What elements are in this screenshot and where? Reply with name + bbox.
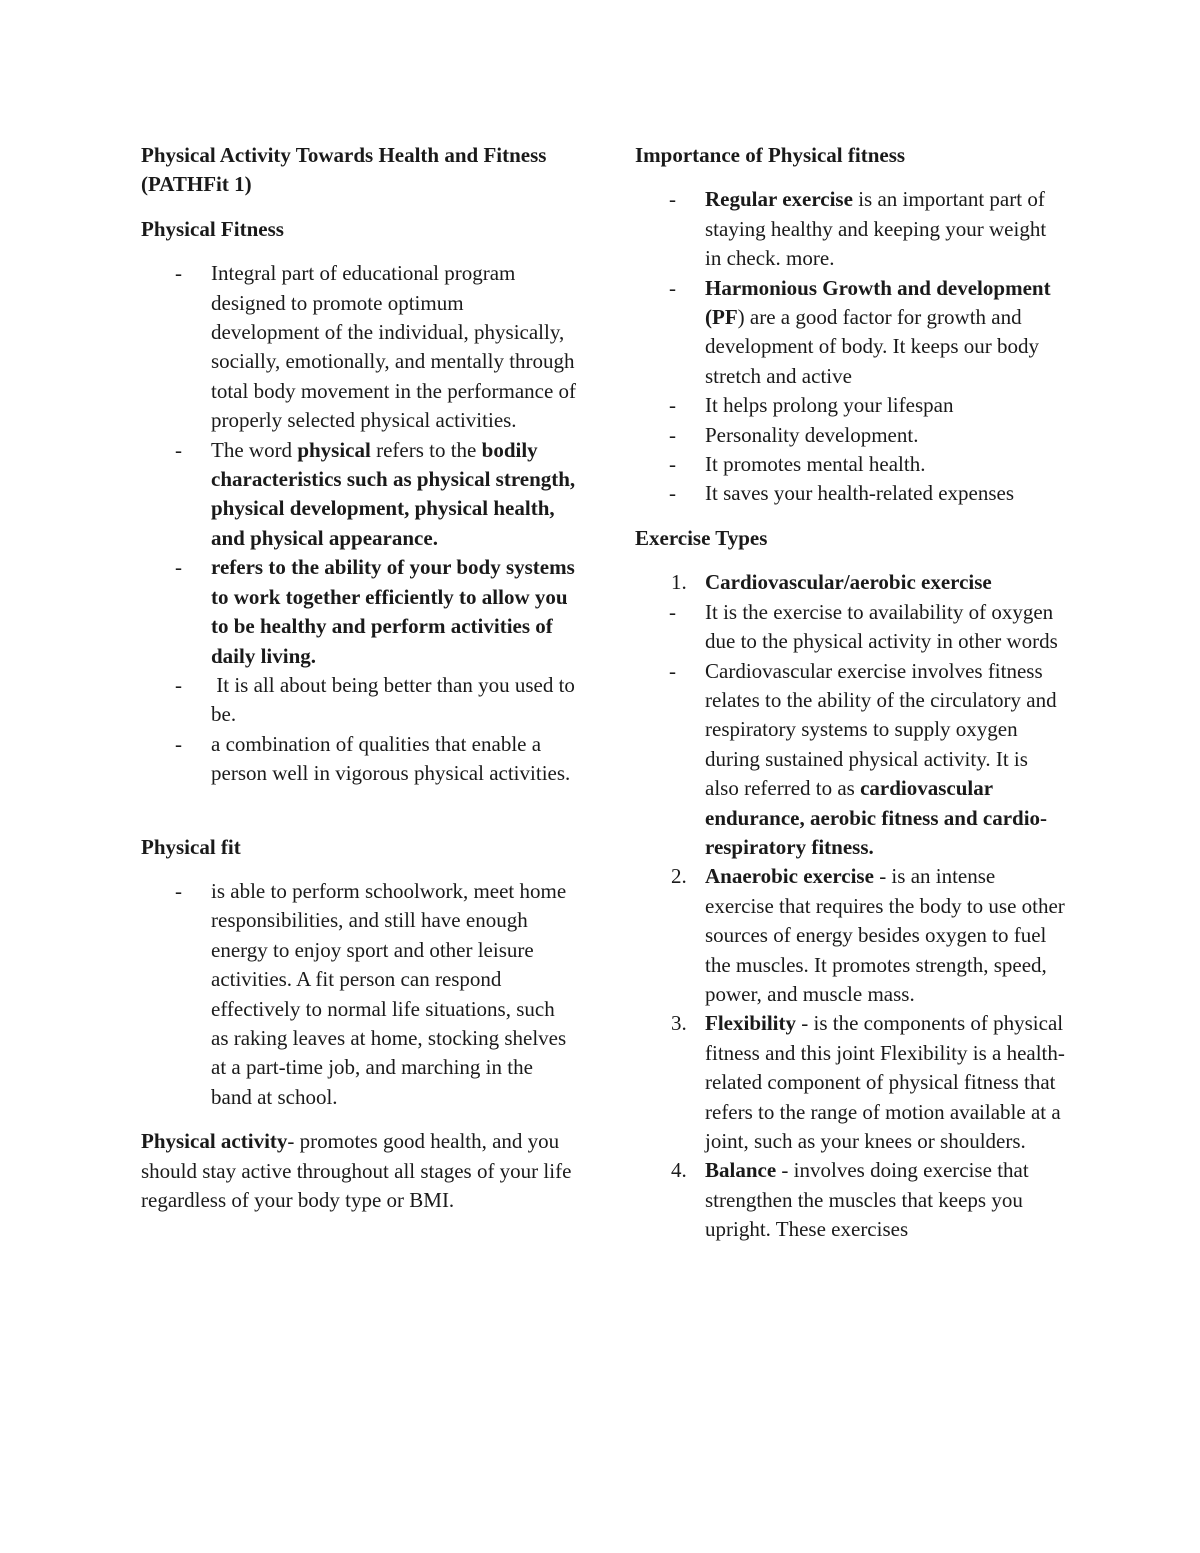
number-marker: 1. (671, 570, 687, 595)
bullet-marker: - (669, 422, 676, 447)
list-item (635, 274, 1065, 392)
exercise-types-heading: Exercise Types (635, 525, 768, 550)
bullet-marker: - (669, 481, 676, 506)
list-item (141, 671, 581, 730)
list-item-text: It saves your health-related expenses (705, 481, 1015, 506)
bold-term: Balance (705, 1158, 777, 1183)
bold-term: Physical activity (141, 1129, 288, 1154)
list-item (635, 421, 1065, 450)
numbered-item (635, 568, 1065, 597)
list-item-text: It is all about being better than you used to be. (211, 672, 581, 727)
list-item-text: Personality development. (705, 422, 919, 447)
list-item-text: It promotes mental health. (705, 452, 926, 477)
list-item (141, 877, 577, 1112)
bullet-marker: - (175, 731, 182, 756)
bullet-marker: - (175, 437, 182, 462)
bold-term: Flexibility (705, 1011, 796, 1036)
bold-term: Regular exercise (705, 187, 853, 212)
list-item (141, 730, 577, 789)
bullet-marker: - (669, 393, 676, 418)
document-title: Physical Activity Towards Health and Fitness (PATHFit 1) (141, 143, 547, 197)
physical-activity-paragraph (141, 1127, 577, 1215)
list-item-text: is able to perform schoolwork, meet home responsibilities, and still have enough energy to enjoy sport and other leisure activities. A fit person can respond effectively to normal life situations, such as raking leaves at home, stocking shelves at a part-time job, and marching in the band at school. (211, 878, 567, 1109)
list-item-text: - is the components of physical fitness and this joint Flexibility is a health-related component of physical fitness that refers to the range of motion available at a joint, such as your knees or shoulders. (705, 1011, 1065, 1153)
number-marker: 2. (671, 864, 687, 889)
physical-fit-heading: Physical fit (141, 834, 241, 859)
bullet-marker: - (669, 452, 676, 477)
numbered-item (635, 1009, 1065, 1156)
number-marker: 3. (671, 1011, 687, 1036)
bold-term: physical (297, 437, 371, 462)
bold-term: Cardiovascular/aerobic exercise (705, 570, 992, 595)
numbered-item (635, 1156, 1065, 1244)
list-item (635, 657, 1065, 863)
bullet-marker: - (669, 187, 676, 212)
bullet-marker: - (175, 555, 182, 580)
bullet-marker: - (175, 261, 182, 286)
list-item (141, 553, 577, 671)
importance-heading: Importance of Physical fitness (635, 143, 906, 167)
bullet-marker: - (669, 599, 676, 624)
bold-term: Anaerobic exercise (705, 864, 874, 889)
bullet-marker: - (175, 672, 182, 697)
bullet-marker: - (175, 878, 182, 903)
paragraph-text: - promotes good health, and you should stay active throughout all stages of your life regardless of your body type or BMI. (141, 1129, 572, 1212)
list-item-text: It helps prolong your lifespan (705, 393, 954, 418)
bold-text: refers to the ability of your body systems to work together efficiently to allow you to be healthy and perform activities of daily living. (211, 555, 575, 668)
list-item (635, 479, 1065, 508)
number-marker: 4. (671, 1158, 687, 1183)
list-item-text: It is the exercise to availability of oxygen due to the physical activity in other words (705, 599, 1058, 654)
list-item (635, 391, 1065, 420)
left-column (141, 141, 581, 1215)
list-item (141, 259, 577, 435)
list-item-text: Integral part of educational program designed to promote optimum development of the individual, physically, socially, emotionally, and mentally through total body movement in the performance of properly selected physical activities. (211, 261, 577, 433)
numbered-item (635, 862, 1065, 1009)
bold-text: cardiovascular endurance, aerobic fitness and cardio-respiratory fitness. (705, 776, 1048, 859)
list-item-text: ) are a good factor for growth and development of body. It keeps our body stretch and active (705, 305, 1039, 388)
list-item (141, 436, 577, 554)
list-item-text: refers to the (370, 437, 482, 462)
list-item-text: - involves doing exercise that strengthen the muscles that keeps you upright. These exercises (705, 1158, 1029, 1242)
list-item-text: - is an intense exercise that requires the body to use other sources of energy besides oxygen to fuel the muscles. It promotes strength, speed, power, and muscle mass. (705, 864, 1065, 1006)
physical-fitness-heading: Physical Fitness (141, 216, 284, 241)
bullet-marker: - (669, 658, 676, 683)
list-item (635, 450, 1065, 479)
list-item-text: a combination of qualities that enable a person well in vigorous physical activities. (211, 731, 571, 786)
bullet-marker: - (669, 275, 676, 300)
bold-text: bodily characteristics such as physical strength, physical development, physical health, and physical appearance. (211, 437, 576, 550)
list-item-text: is an important part of staying healthy and keeping your weight in check. more. (705, 187, 1047, 271)
right-column (635, 141, 1065, 1245)
list-item (635, 598, 1065, 657)
list-item-text: Cardiovascular exercise involves fitness relates to the ability of the circulatory and respiratory systems to supply oxygen during sustained physical activity. It is also referred to as (705, 658, 1057, 801)
list-item-text: The word (211, 437, 298, 462)
list-item (635, 185, 1065, 273)
bold-term: Harmonious Growth and development (PF (705, 275, 1051, 330)
